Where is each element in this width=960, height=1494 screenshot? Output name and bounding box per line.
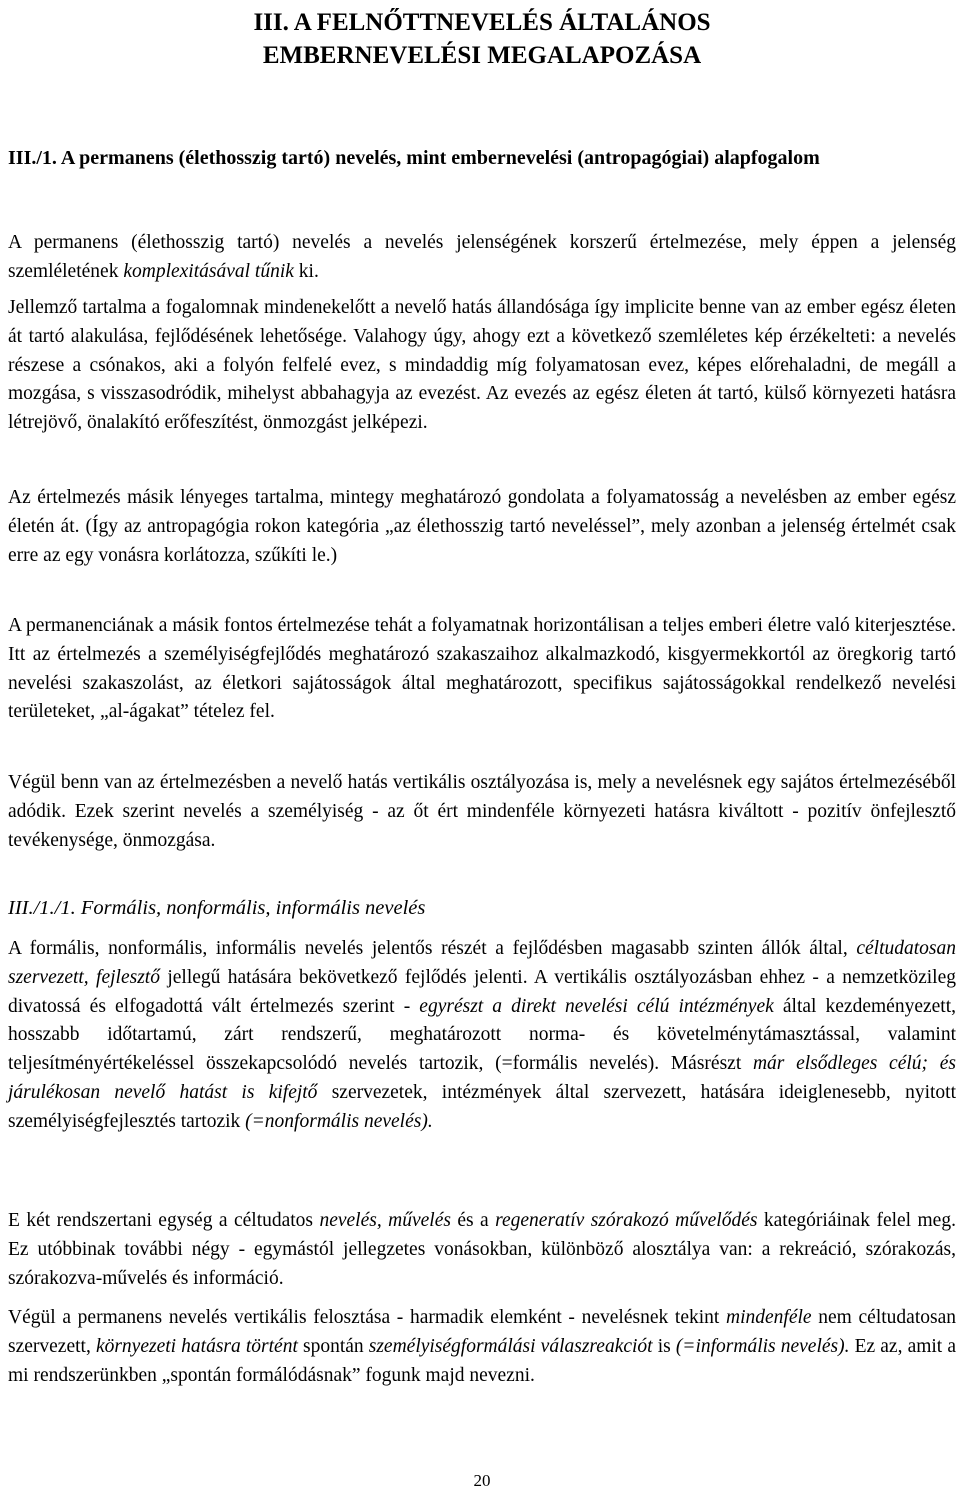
chapter-title-line-2: EMBERNEVELÉSI MEGALAPOZÁSA	[262, 42, 702, 69]
paragraph-1	[8, 229, 956, 287]
paragraph-1-text-b: ki.	[293, 260, 319, 282]
paragraph-6-text-a: A formális, nonformális, informális nevelés jelentős részét a fejlődésben magasabb szinten állók által,	[8, 938, 857, 959]
chapter-title	[8, 6, 956, 72]
paragraph-6-italic-1: céltudatosan szervezett, fejlesztő	[8, 938, 956, 988]
paragraph-8-italic-3: személyiségformálási válaszreakciót	[368, 1335, 653, 1357]
document-page	[8, 0, 956, 1494]
paragraph-7-italic-1: nevelés, művelés	[319, 1210, 451, 1231]
paragraph-1-text-a: A permanens (élethosszig tartó) nevelés a nevelés jelenségének korszerű értelmezése, mely éppen a jelenség szemléletének	[8, 232, 956, 282]
paragraph-7-text-c: kategóriáinak felel meg. Ez utóbbinak további négy - egymástól jellegzetes vonásokban, különböző alosztálya van: a rekreáció, szórakozás, szórakozva-művelés és információ.	[8, 1210, 956, 1289]
paragraph-8-text-a: Végül a permanens nevelés vertikális felosztása - harmadik elemként - nevelésnek tekint	[8, 1307, 727, 1328]
paragraph-7-text-a: E két rendszertani egység a céltudatos	[8, 1210, 320, 1231]
paragraph-8-text-c: spontán	[297, 1335, 369, 1357]
paragraph-8-text-b: nem céltudatosan szervezett,	[8, 1307, 956, 1357]
paragraph-2: Jellemző tartalma a fogalomnak mindenekelőtt a nevelő hatás állandósága így implicite benne van az ember egész életen át tartó alakulása, fejlődésének lehetősége. Valahogy úgy, ahogy ezt a következő szemléletes kép érzékelteti: a nevelés részese a csónakos, aki a folyón felfelé evez, s mindaddig míg folyamatosan evez, képes előrehaladni, de megáll a mozgása, s visszasodródik, mihelyst abbahagyja az evezést. Az evezés az egész életen át tartó, külső környezeti hatásra létrejövő, önalakító erőfeszítést, önmozgást jelképezi.	[8, 297, 956, 434]
paragraph-4: A permanenciának a másik fontos értelmezése tehát a folyamatnak horizontálisan a teljes emberi életre való kiterjesztése. Itt az értelmezés a személyiségfejlődés meghatározó szakaszaihoz alkalmazkodó, kisgyermekkortól az öregkorig tartó nevelési szakaszolást, az életkori sajátosságok által meghatározott, specifikus sajátosságokkal rendelkező nevelési területeket, „al-ágakat” tételez fel.	[8, 615, 956, 723]
paragraph-6-text-b: jellegű hatására bekövetkező fejlődés jelenti. A vertikális osztályozásban ehhez - a nemzetközileg divatossá és elfogadottá vált értelmezés szerint -	[8, 966, 956, 1017]
paragraph-1-italic: komplexitásával tűnik	[123, 260, 294, 282]
page-number: 20	[473, 1471, 491, 1490]
paragraph-7-italic-2: regeneratív szórakozó művelődés	[495, 1210, 758, 1231]
paragraph-5: Végül benn van az értelmezésben a nevelő hatás vertikális osztályozása is, mely a nevelésnek egy sajátos értelmezéséből adódik. Ezek szerint nevelés a személyiség - az őt ért mindenféle környezeti hatásra kiváltott - pozitív önfejlesztő tevékenysége, önmozgása.	[8, 772, 956, 851]
paragraph-7	[8, 1207, 956, 1293]
paragraph-3: Az értelmezés másik lényeges tartalma, mintegy meghatározó gondolata a folyamatosság a nevelésben az ember egész életén át. (Így az antropagógia rokon kategória „az élethosszig tartó neveléssel”, mely azonban a jelenség értelmét csak erre az egy vonásra korlátozza, szűkíti le.)	[8, 487, 956, 566]
paragraph-8-text-e: Ez az, amit a mi rendszerünkben „spontán formálódásnak” fogunk majd nevezni.	[8, 1335, 956, 1386]
chapter-title-line-1: III. A FELNŐTTNEVELÉS ÁLTALÁNOS	[253, 9, 711, 36]
paragraph-8-italic-4: (=informális nevelés).	[675, 1335, 850, 1357]
subsection-heading: III./1./1. Formális, nonformális, informális nevelés	[8, 897, 426, 919]
paragraph-7-text-b: és a	[450, 1210, 496, 1231]
section-number: III./1.	[8, 147, 57, 169]
paragraph-6-italic-4: (=nonformális nevelés).	[245, 1110, 433, 1132]
section-heading	[8, 144, 956, 173]
paragraph-8-italic-2: környezeti hatásra történt	[95, 1335, 298, 1357]
section-heading-text: A permanens (élethosszig tartó) nevelés, mint embernevelési (antropagógiai) alapfogalom	[60, 147, 820, 169]
paragraph-8	[8, 1304, 956, 1390]
paragraph-6-text-c: által kezdeményezett, hosszabb időtartamú, zárt rendszerű, meghatározott norma- és követelménytámasztással, valamint teljesítményértékeléssel összekapcsolódó nevelés tartozik, (=formális nevelés). Másrészt	[8, 995, 956, 1075]
paragraph-6-text-d: szervezetek, intézmények által szervezett, hatására ideiglenesebb, nyitott személyiségfejlesztés tartozik	[8, 1081, 956, 1132]
paragraph-8-italic-1: mindenféle	[726, 1307, 812, 1328]
paragraph-6-italic-3: már elsődleges célú; és járulékosan nevelő hatást is kifejtő	[8, 1053, 956, 1103]
paragraph-6	[8, 935, 956, 1137]
paragraph-6-italic-2: egyrészt a direkt nevelési célú intézmények	[419, 995, 774, 1017]
paragraph-8-text-d: is	[652, 1335, 676, 1357]
